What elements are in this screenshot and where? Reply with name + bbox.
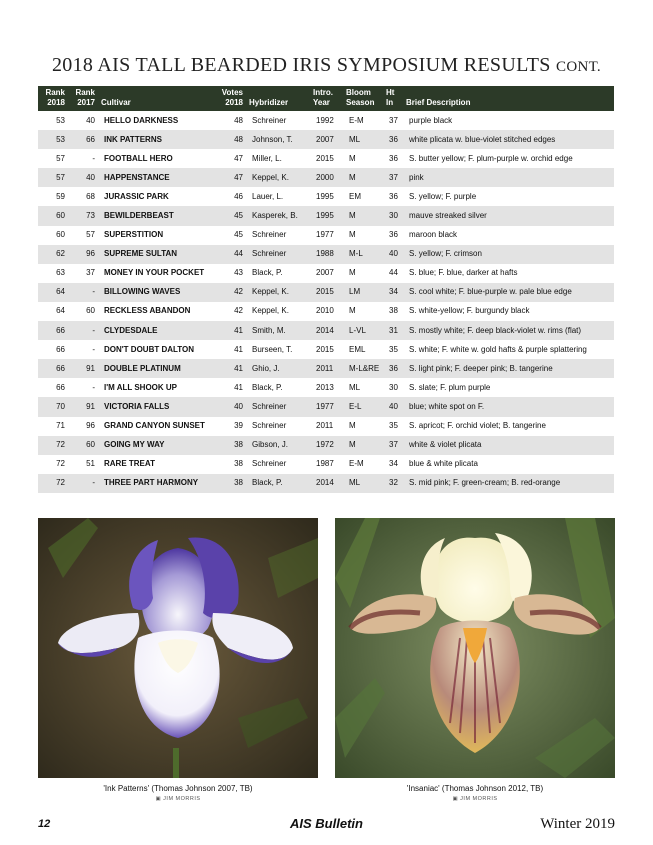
cell-height: 35 [389,344,398,354]
cell-cultivar: JURASSIC PARK [104,191,169,201]
photo-credit-insaniac: ▣ JIM MORRIS [452,796,498,802]
title-suffix: CONT. [556,59,601,75]
cell-votes-2018: 38 [216,474,246,493]
results-table [38,86,614,493]
cell-rank-2018: 71 [56,421,65,431]
cell-height: 37 [383,436,403,455]
cell-intro-year: 2011 [310,359,343,378]
publication-name: AIS Bulletin [290,816,363,831]
cell-height: 38 [389,306,398,316]
cell-rank-2018: 64 [56,306,65,316]
table-header-row [38,86,614,111]
cell-rank-2018: 66 [38,359,68,378]
cell-rank-2018: 63 [56,268,65,278]
cell-description: S. white; F. white w. gold hafts & purple splattering [409,344,587,354]
cell-bloom-season: L-VL [343,321,383,340]
cell-bloom-season: M [349,268,356,278]
cell-rank-2017: - [68,283,98,302]
table-row [38,340,614,359]
photo-caption-ink-patterns: 'Ink Patterns' (Thomas Johnson 2007, TB) [103,784,253,793]
table-row [38,302,614,321]
cell-rank-2017: 91 [68,397,98,416]
cell-rank-2018: 66 [38,321,68,340]
cell-height: 35 [389,421,398,431]
cell-cultivar: RARE TREAT [104,459,155,469]
cell-rank-2017: 68 [86,191,95,201]
iris-photo-purple-white [38,518,318,778]
cell-votes-2018: 42 [234,306,243,316]
cell-rank-2018: 66 [56,382,65,392]
cell-height: 36 [383,130,403,149]
cell-height: 36 [389,191,398,201]
table-body [38,111,614,493]
cell-intro-year: 1995 [316,191,334,201]
cell-rank-2018: 62 [38,245,68,264]
cell-cultivar: HAPPENSTANCE [98,168,216,187]
cell-height: 37 [389,115,398,125]
cell-rank-2017: - [68,321,98,340]
cell-intro-year: 2010 [316,306,334,316]
photo-ink-patterns [38,518,318,778]
header-description: Brief Description [403,86,614,111]
cell-intro-year: 1988 [310,245,343,264]
table-row [38,321,614,340]
page-title [0,54,653,77]
cell-hybridizer: Ghio, J. [246,359,310,378]
cell-cultivar: RECKLESS ABANDON [104,306,191,316]
cell-rank-2017: 66 [68,130,98,149]
cell-votes-2018: 38 [234,459,243,469]
cell-intro-year: 2011 [316,421,334,431]
cell-rank-2017: 51 [86,459,95,469]
cell-height: 40 [383,397,403,416]
cell-rank-2017: - [92,153,95,163]
cell-cultivar: DON'T DOUBT DALTON [104,344,195,354]
cell-bloom-season: ML [343,474,383,493]
cell-bloom-season: M [343,436,383,455]
cell-rank-2018: 59 [56,191,65,201]
table-row [38,226,614,245]
table-row [38,264,614,283]
cell-votes-2018: 39 [234,421,243,431]
table-row [38,455,614,474]
cell-rank-2018: 64 [38,283,68,302]
camera-icon: ▣ [452,796,459,802]
cell-rank-2018: 60 [56,230,65,240]
cell-description: purple black [409,115,453,125]
cell-bloom-season: E-M [349,115,364,125]
camera-icon: ▣ [155,796,162,802]
cell-height: 32 [383,474,403,493]
header-intro-year: Intro. Year [310,86,343,111]
cell-rank-2018: 72 [56,459,65,469]
cell-votes-2018: 47 [216,168,246,187]
cell-intro-year: 2007 [310,130,343,149]
cell-rank-2018: 57 [56,153,65,163]
cell-rank-2017: 57 [86,230,95,240]
cell-bloom-season: M [343,206,383,225]
cell-intro-year: 1992 [316,115,334,125]
cell-hybridizer: Keppel, K. [246,283,310,302]
cell-intro-year: 1995 [310,206,343,225]
cell-hybridizer: Gibson, J. [246,436,310,455]
cell-votes-2018: 41 [234,382,243,392]
cell-description: S. butter yellow; F. plum-purple w. orchid edge [409,153,573,163]
cell-hybridizer: Lauer, L. [252,191,284,201]
cell-bloom-season: M [343,168,383,187]
table-row [38,206,614,225]
cell-description: white plicata w. blue-violet stitched edges [403,130,614,149]
cell-height: 36 [389,230,398,240]
cell-intro-year: 2000 [310,168,343,187]
cell-rank-2017: 40 [68,168,98,187]
cell-rank-2017: 60 [86,306,95,316]
table-row [38,359,614,378]
cell-hybridizer: Schreiner [246,245,310,264]
cell-description: blue; white spot on F. [403,397,614,416]
cell-hybridizer: Schreiner [252,421,287,431]
cell-votes-2018: 47 [234,153,243,163]
cell-intro-year: 1977 [310,397,343,416]
table-row [38,283,614,302]
cell-votes-2018: 48 [234,115,243,125]
header-height: Ht In [383,86,403,111]
page-number: 12 [38,818,51,830]
cell-cultivar: GRAND CANYON SUNSET [104,421,205,431]
cell-description: S. blue; F. blue, darker at hafts [409,268,518,278]
cell-votes-2018: 43 [234,268,243,278]
cell-bloom-season: EML [349,344,366,354]
cell-hybridizer: Black, P. [252,382,283,392]
cell-description: S. mostly white; F. deep black-violet w. rims (flat) [403,321,614,340]
header-cultivar: Cultivar [98,86,216,111]
cell-cultivar: THREE PART HARMONY [98,474,216,493]
cell-height: 34 [383,283,403,302]
cell-bloom-season: ML [343,130,383,149]
cell-description: S. cool white; F. blue-purple w. pale blue edge [403,283,614,302]
cell-votes-2018: 41 [216,359,246,378]
cell-bloom-season: M-L&RE [343,359,383,378]
cell-description: mauve streaked silver [403,206,614,225]
cell-intro-year: 1977 [316,230,334,240]
cell-hybridizer: Black, P. [252,268,283,278]
cell-hybridizer: Keppel, K. [252,306,289,316]
cell-rank-2018: 53 [38,130,68,149]
cell-hybridizer: Black, P. [246,474,310,493]
cell-height: 34 [389,459,398,469]
cell-rank-2018: 66 [56,344,65,354]
header-bloom-season: Bloom Season [343,86,383,111]
cell-intro-year: 2015 [316,344,334,354]
cell-description: blue & white plicata [409,459,478,469]
cell-intro-year: 2015 [310,283,343,302]
cell-votes-2018: 42 [216,283,246,302]
cell-bloom-season: M [349,306,356,316]
cell-votes-2018: 45 [216,206,246,225]
cell-rank-2017: 96 [86,421,95,431]
cell-votes-2018: 41 [234,344,243,354]
cell-rank-2018: 60 [38,206,68,225]
cell-cultivar: SUPERSTITION [104,230,164,240]
cell-description: S. white-yellow; F. burgundy black [409,306,530,316]
cell-cultivar: GOING MY WAY [98,436,216,455]
cell-rank-2017: - [68,474,98,493]
cell-hybridizer: Johnson, T. [246,130,310,149]
table-row [38,436,614,455]
table-row [38,187,614,206]
cell-description: pink [403,168,614,187]
photo-caption-insaniac: 'Insaniac' (Thomas Johnson 2012, TB) [406,784,544,793]
header-rank-2018: Rank 2018 [38,86,68,111]
cell-intro-year: 2014 [310,474,343,493]
cell-rank-2017: 37 [86,268,95,278]
cell-height: 37 [383,168,403,187]
cell-rank-2017: 91 [68,359,98,378]
cell-cultivar: MONEY IN YOUR POCKET [104,268,205,278]
cell-intro-year: 2013 [316,382,334,392]
cell-bloom-season: E-L [343,397,383,416]
cell-rank-2017: 73 [68,206,98,225]
cell-description: S. light pink; F. deeper pink; B. tangerine [403,359,614,378]
cell-height: 30 [389,382,398,392]
cell-cultivar: SUPREME SULTAN [98,245,216,264]
table-row [38,417,614,436]
cell-votes-2018: 45 [234,230,243,240]
cell-bloom-season: LM [343,283,383,302]
cell-height: 36 [389,153,398,163]
cell-intro-year: 1972 [310,436,343,455]
cell-cultivar: HELLO DARKNESS [104,115,179,125]
cell-bloom-season: E-M [349,459,364,469]
cell-rank-2017: - [92,344,95,354]
cell-intro-year: 2014 [310,321,343,340]
cell-description: S. slate; F. plum purple [409,382,491,392]
table-row [38,149,614,168]
cell-votes-2018: 38 [216,436,246,455]
cell-bloom-season: M [349,153,356,163]
cell-hybridizer: Miller, L. [252,153,282,163]
cell-votes-2018: 48 [216,130,246,149]
cell-hybridizer: Keppel, K. [246,168,310,187]
cell-hybridizer: Schreiner [252,115,287,125]
table-row [38,397,614,416]
cell-height: 40 [383,245,403,264]
cell-cultivar: BILLOWING WAVES [98,283,216,302]
photo-credit-ink-patterns: ▣ JIM MORRIS [155,796,201,802]
cell-cultivar: BEWILDERBEAST [98,206,216,225]
cell-cultivar: I'M ALL SHOOK UP [104,382,178,392]
cell-rank-2017: - [92,382,95,392]
cell-cultivar: CLYDESDALE [98,321,216,340]
table-row [38,111,614,130]
cell-description: maroon black [409,230,458,240]
iris-photo-cream-brown [335,518,615,778]
cell-rank-2018: 53 [56,115,65,125]
cell-height: 36 [383,359,403,378]
table-row [38,168,614,187]
cell-description: S. yellow; F. purple [409,191,477,201]
cell-description: S. apricot; F. orchid violet; B. tangerine [409,421,546,431]
cell-votes-2018: 40 [216,397,246,416]
cell-height: 31 [383,321,403,340]
cell-hybridizer: Burseen, T. [252,344,293,354]
cell-bloom-season: M-L [343,245,383,264]
table-row [38,378,614,397]
header-votes-2018: Votes 2018 [216,86,246,111]
cell-height: 44 [389,268,398,278]
cell-hybridizer: Smith, M. [246,321,310,340]
cell-description: S. yellow; F. crimson [403,245,614,264]
cell-intro-year: 1987 [316,459,334,469]
cell-hybridizer: Schreiner [252,459,287,469]
cell-rank-2017: 40 [86,115,95,125]
cell-rank-2018: 57 [38,168,68,187]
cell-cultivar: FOOTBALL HERO [104,153,173,163]
cell-votes-2018: 44 [216,245,246,264]
cell-rank-2017: 60 [68,436,98,455]
table-row [38,474,614,493]
cell-intro-year: 2015 [316,153,334,163]
header-hybridizer: Hybridizer [246,86,310,111]
cell-hybridizer: Schreiner [246,397,310,416]
cell-bloom-season: ML [349,382,361,392]
cell-rank-2018: 72 [38,474,68,493]
issue-name: Winter 2019 [540,816,615,832]
table-row [38,245,614,264]
cell-votes-2018: 41 [216,321,246,340]
header-rank-2017: Rank 2017 [68,86,98,111]
cell-rank-2017: 96 [68,245,98,264]
cell-votes-2018: 46 [234,191,243,201]
cell-cultivar: DOUBLE PLATINUM [98,359,216,378]
cell-rank-2018: 70 [38,397,68,416]
cell-bloom-season: M [349,230,356,240]
cell-description: white & violet plicata [403,436,614,455]
cell-cultivar: VICTORIA FALLS [98,397,216,416]
cell-intro-year: 2007 [316,268,334,278]
cell-description: S. mid pink; F. green-cream; B. red-orange [403,474,614,493]
cell-height: 30 [383,206,403,225]
table-row [38,130,614,149]
cell-cultivar: INK PATTERNS [98,130,216,149]
title-main: 2018 AIS TALL BEARDED IRIS SYMPOSIUM RESULTS [51,54,551,76]
cell-rank-2018: 72 [38,436,68,455]
cell-hybridizer: Kasperek, B. [246,206,310,225]
cell-bloom-season: M [349,421,356,431]
cell-bloom-season: EM [349,191,361,201]
cell-hybridizer: Schreiner [252,230,287,240]
photo-insaniac [335,518,615,778]
